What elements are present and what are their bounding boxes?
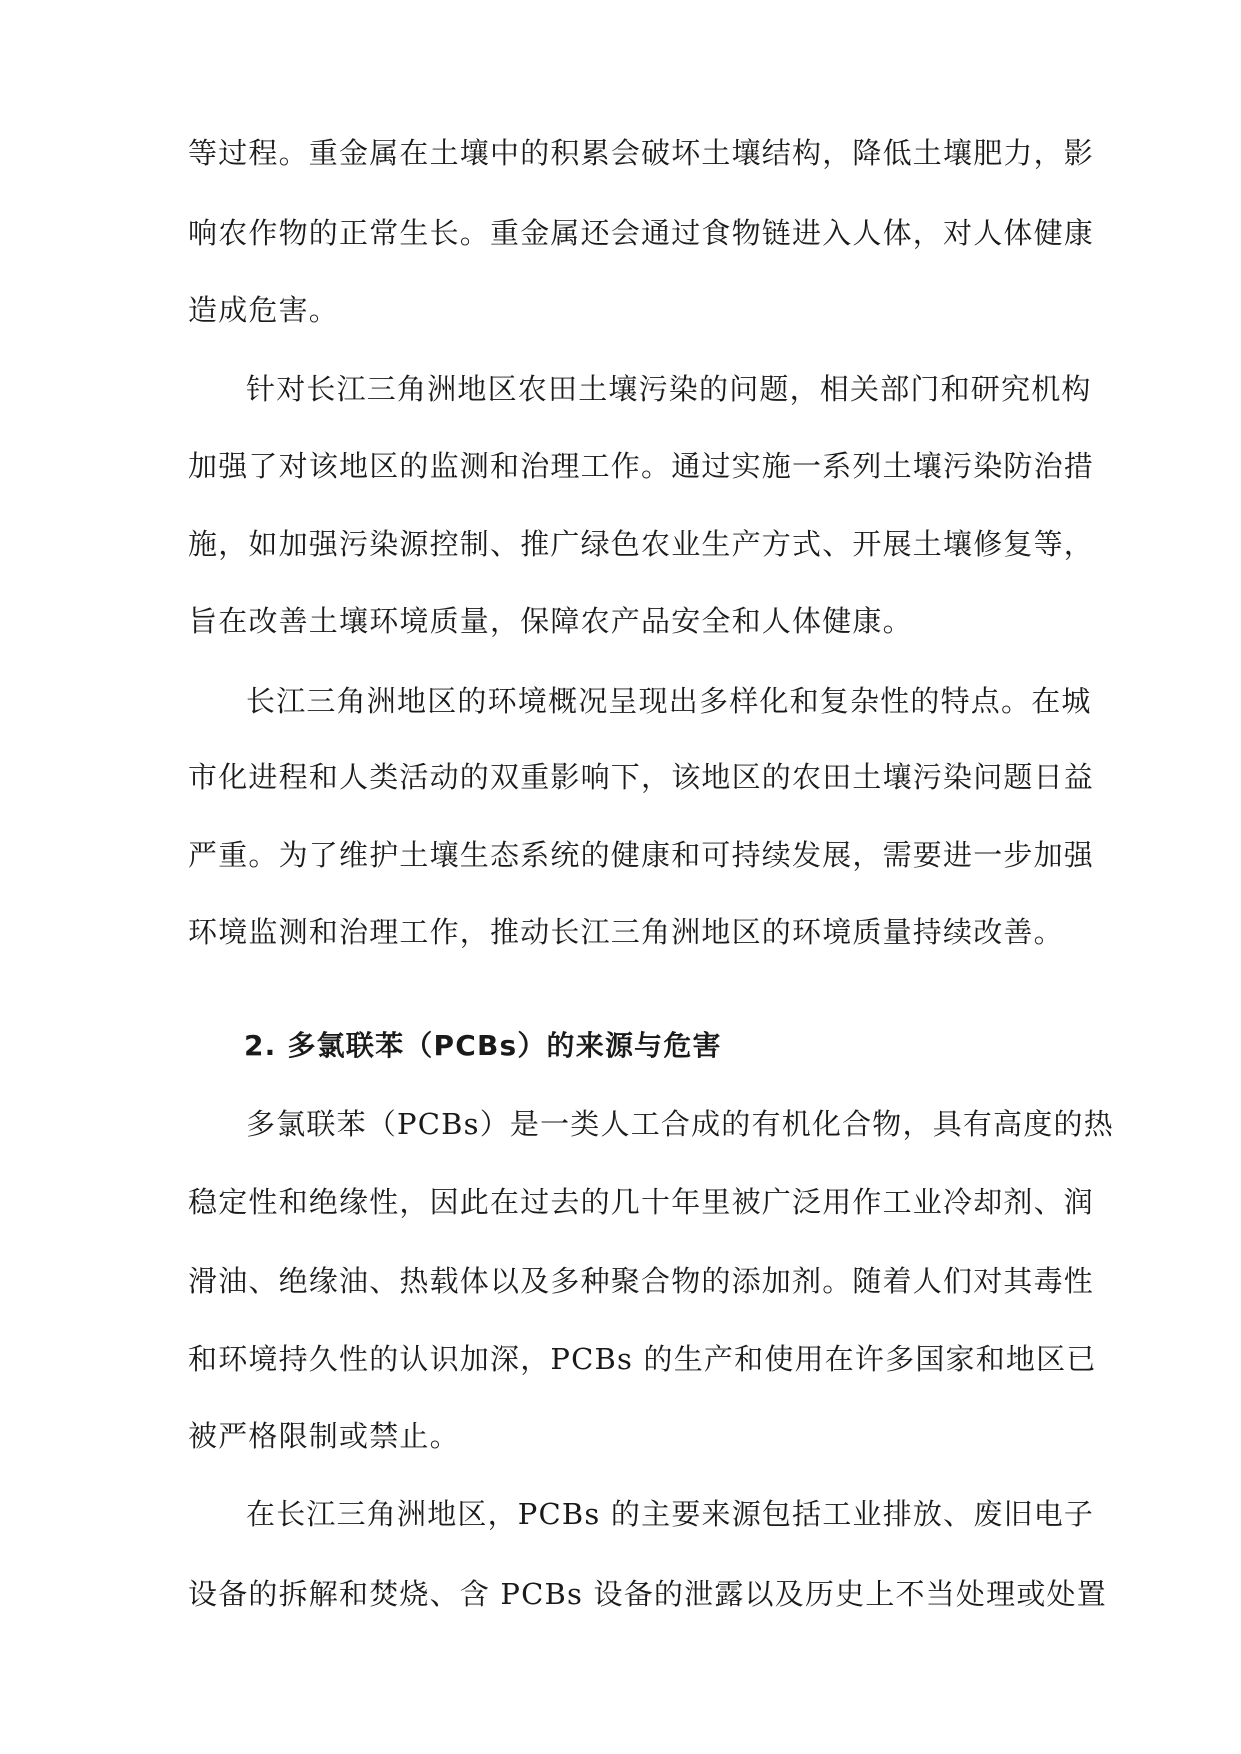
body-line: 被严格限制或禁止。 [188,1419,460,1453]
paragraph-first-line: 针对长江三角洲地区农田土壤污染的问题，相关部门和研究机构 [246,372,1092,406]
body-line: 环境监测和治理工作，推动长江三角洲地区的环境质量持续改善。 [188,915,1064,949]
body-line: 施，如加强污染源控制、推广绿色农业生产方式、开展土壤修复等， [188,527,1095,561]
body-line: 滑油、绝缘油、热载体以及多种聚合物的添加剂。随着人们对其毒性 [188,1264,1095,1298]
body-line: 市化进程和人类活动的双重影响下，该地区的农田土壤污染问题日益 [188,760,1095,794]
paragraph-first-line: 在长江三角洲地区，PCBs 的主要来源包括工业排放、废旧电子 [246,1497,1095,1531]
body-line: 和环境持久性的认识加深，PCBs 的生产和使用在许多国家和地区已 [188,1342,1097,1376]
section-heading: 2. 多氯联苯（PCBs）的来源与危害 [244,1029,722,1062]
body-line: 稳定性和绝缘性，因此在过去的几十年里被广泛用作工业冷却剂、润 [188,1185,1095,1219]
body-line: 严重。为了维护土壤生态系统的健康和可持续发展，需要进一步加强 [188,838,1095,872]
paragraph-first-line: 多氯联苯（PCBs）是一类人工合成的有机化合物，具有高度的热 [246,1107,1114,1141]
body-line: 等过程。重金属在土壤中的积累会破坏土壤结构，降低土壤肥力，影 [188,136,1095,170]
body-line: 响农作物的正常生长。重金属还会通过食物链进入人体，对人体健康 [188,216,1095,250]
body-line: 造成危害。 [188,293,340,327]
body-line: 旨在改善土壤环境质量，保障农产品安全和人体健康。 [188,604,913,638]
paragraph-first-line: 长江三角洲地区的环境概况呈现出多样化和复杂性的特点。在城 [246,684,1092,718]
body-line: 加强了对该地区的监测和治理工作。通过实施一系列土壤污染防治措 [188,449,1095,483]
body-line: 设备的拆解和焚烧、含 PCBs 设备的泄露以及历史上不当处理或处置 [188,1577,1107,1611]
